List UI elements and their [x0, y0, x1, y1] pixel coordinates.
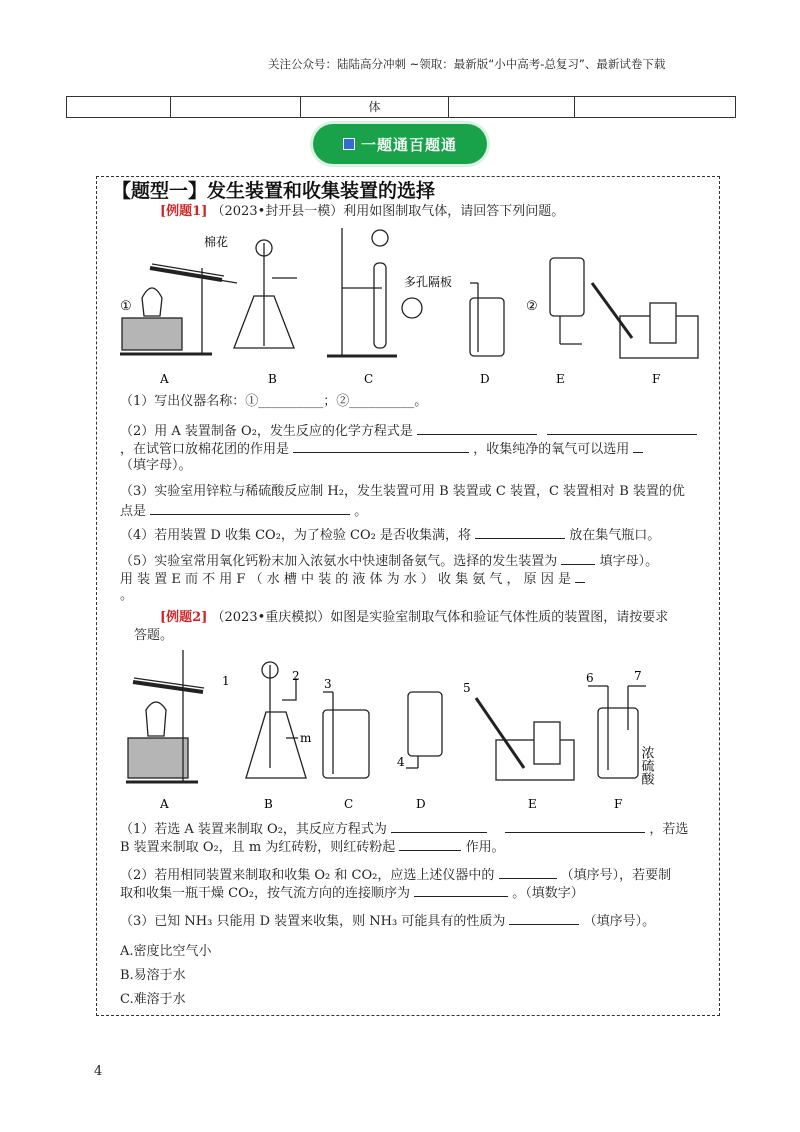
ex2-q1-a: （1）若选 A 装置来制取 O₂，其反应方程式为 — [120, 822, 387, 837]
num-4-label: 4 — [397, 755, 405, 769]
answer-blank[interactable] — [499, 864, 557, 879]
ex1-q4-a: （4）若用装置 D 收集 CO₂，为了检验 CO₂ 是否收集满，将 — [120, 528, 471, 543]
choice-c: C.难溶于水 — [120, 992, 186, 1007]
fig-label-e: E — [556, 372, 565, 386]
fig2-label-d: D — [416, 797, 426, 811]
fig2-label-e: E — [528, 797, 537, 811]
num-6-label: 6 — [586, 671, 594, 685]
table-cell — [575, 97, 735, 117]
ex2-q3-a: （3）已知 NH₃ 只能用 D 装置来收集，则 NH₃ 可能具有的性质为 — [120, 914, 506, 929]
ex2-q1-b: ，若选 — [649, 822, 689, 837]
ex2-q2-d: 。（填数字） — [512, 886, 584, 901]
ex1-q2-d: （填字母）。 — [120, 458, 192, 473]
answer-blank[interactable] — [505, 818, 645, 833]
ex1-q5-c: 用 装 置 E 而 不 用 F （ 水 槽 中 装 的 液 体 为 水 ） 收 集 氨 气 ， 原 因 是 — [120, 572, 571, 587]
answer-blank[interactable] — [633, 438, 643, 453]
example2-intro-a: （2023•重庆模拟）如图是实验室制取气体和验证气体性质的装置图，请按要求 — [211, 610, 669, 625]
answer-blank[interactable] — [399, 836, 461, 851]
answer-blank[interactable] — [391, 818, 487, 833]
answer-blank[interactable] — [547, 420, 697, 435]
ex2-q1-d: 作用。 — [465, 840, 505, 855]
table-cell — [67, 97, 171, 117]
example2-figure — [118, 650, 678, 815]
answer-blank[interactable] — [150, 500, 350, 515]
table-cell: 体 — [301, 97, 449, 117]
answer-blank[interactable] — [509, 910, 579, 925]
num-3-label: 3 — [324, 677, 332, 691]
ex2-q3 — [120, 910, 720, 932]
answer-blank[interactable] — [417, 420, 537, 435]
acid-label: 浓硫酸 — [638, 746, 654, 785]
marker-1-label: ① — [120, 299, 132, 314]
page-number: 4 — [94, 1064, 103, 1079]
ex1-q5-a: （5）实验室常用氧化钙粉末加入浓氨水中快速制备氨气。选择的发生装置为 — [120, 554, 558, 569]
header-note: 关注公众号：陆陆高分冲刺 ~领取：最新版“小中高考-总复习”、最新试卷下载 — [268, 57, 666, 71]
fig-label-a: A — [160, 372, 169, 386]
fig-label-f: F — [652, 372, 661, 386]
ex2-q2-c: 取和收集一瓶干燥 CO₂，按气流方向的连接顺序为 — [120, 886, 410, 901]
answer-blank[interactable] — [293, 438, 469, 453]
example2-header — [160, 608, 760, 628]
num-1-label: 1 — [222, 674, 230, 688]
ex1-q3-c: 。 — [354, 504, 368, 519]
fig2-label-b: B — [264, 797, 273, 811]
m-label: m — [300, 731, 312, 745]
table-cell — [449, 97, 575, 117]
ex1-q5-d: 。 — [120, 588, 134, 603]
choice-b: B.易溶于水 — [120, 968, 186, 983]
ex1-q5-b: 填字母）。 — [599, 554, 659, 569]
num-2-label: 2 — [292, 669, 300, 683]
example2-intro-b: 答题。 — [134, 628, 174, 643]
ex1-q2-c: ，收集纯净的氧气可以选用 — [473, 442, 630, 457]
cotton-label: 棉花 — [204, 235, 229, 249]
porous-plate-label: 多孔隔板 — [404, 275, 453, 289]
ex2-q1-line2 — [120, 836, 720, 858]
num-5-label: 5 — [463, 681, 471, 695]
banner-text: 一题通百题通 — [360, 135, 457, 154]
table-cell — [171, 97, 301, 117]
ex2-q2-b: （填序号），若要制 — [560, 868, 672, 883]
answer-blank[interactable] — [575, 568, 585, 583]
ex1-q1: （1）写出仪器名称：①__________；②__________。 — [120, 394, 428, 409]
fig-label-d: D — [480, 372, 490, 386]
answer-blank[interactable] — [414, 882, 508, 897]
ex2-q1-c: B 装置来制取 O₂，且 m 为红砖粉，则红砖粉起 — [120, 840, 396, 855]
example1-intro: （2023•封开县一模）利用如图制取气体，请回答下列问题。 — [211, 204, 565, 219]
section-banner — [313, 124, 487, 164]
ex1-q4 — [120, 524, 720, 546]
answer-blank[interactable] — [475, 524, 565, 539]
example1-tag: [例题1] — [160, 204, 208, 219]
fig2-label-a: A — [160, 797, 169, 811]
ex1-q4-b: 放在集气瓶口。 — [569, 528, 661, 543]
section-title: 【题型一】发生装置和收集装置的选择 — [112, 180, 436, 202]
fig-label-c: C — [364, 372, 374, 386]
ex1-q3-b: 点是 — [120, 504, 147, 519]
ex2-q2-a: （2）若用相同装置来制取和收集 O₂ 和 CO₂，应选上述仪器中的 — [120, 868, 495, 883]
example2-tag: [例题2] — [160, 610, 208, 625]
ex2-q2-line2 — [120, 882, 720, 904]
ex2-q3-b: （填序号）。 — [583, 914, 656, 929]
marker-2-label: ② — [526, 299, 538, 314]
ex1-q3-a: （3）实验室用锌粒与稀硫酸反应制 H₂，发生装置可用 B 装置或 C 装置，C 装置相对 B 装置的优 — [120, 484, 685, 499]
fig2-label-f: F — [614, 797, 623, 811]
ex1-q2-a: （2）用 A 装置制备 O₂，发生反应的化学方程式是 — [120, 424, 413, 439]
num-7-label: 7 — [634, 669, 642, 683]
answer-blank[interactable] — [561, 550, 595, 565]
fig2-label-c: C — [344, 797, 354, 811]
example1-figure — [112, 228, 712, 393]
example1-header — [160, 202, 760, 222]
ex1-q3-line2 — [120, 500, 720, 522]
ex1-q2-b: ，在试管口放棉花团的作用是 — [120, 442, 290, 457]
top-table — [66, 96, 736, 118]
book-icon — [343, 138, 355, 150]
choice-a: A.密度比空气小 — [120, 944, 212, 959]
fig-label-b: B — [268, 372, 277, 386]
